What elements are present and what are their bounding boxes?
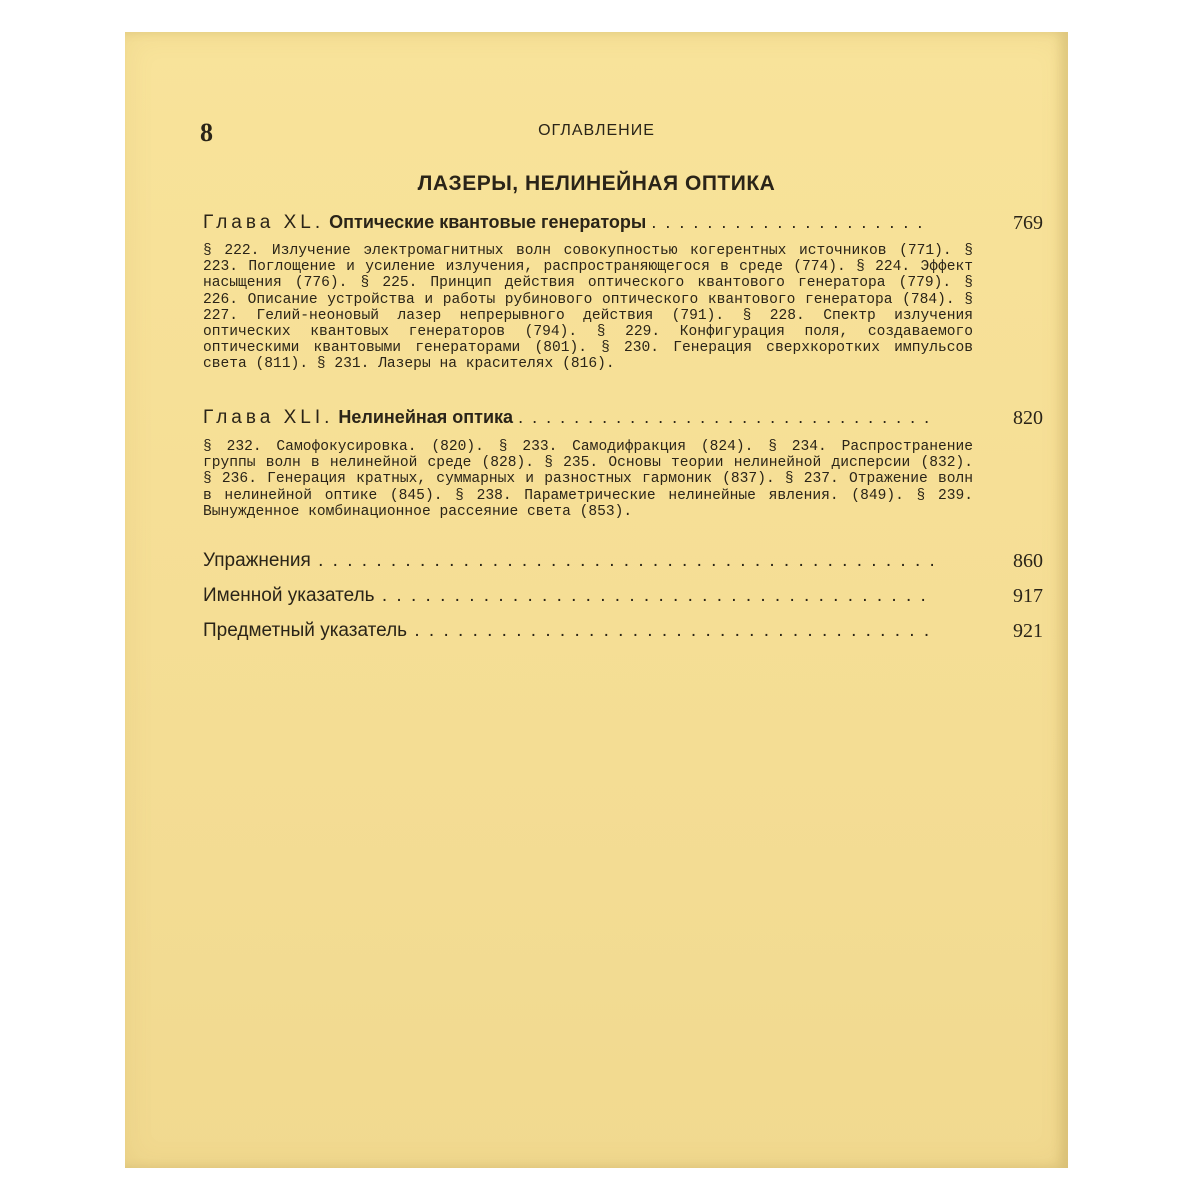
- chapter-40-paragraphs: § 222. Излучение электромагнитных волн совокупностью когерентных источников (771). § 223. Поглощение и усиление излучения, распространяющегося в среде (774). § 224. Эффект насыщения (776). § 225. Принцип действия оптического квантового генератора (779). § 226. Описание устройства и работы рубинового оптического квантового генератора (784). § 227. Гелий-неоновый лазер непрерывного действия (791). § 228. Спектр излучения оптических квантовых генераторов (794). § 229. Конфигурация поля, создаваемого оптическими квантовыми генераторами (801). § 230. Генерация сверхкоротких импульсов света (811). § 231. Лазеры на красителях (816).: [203, 243, 973, 373]
- toc-entry-page: 921: [1013, 620, 1043, 642]
- chapter-page-number: 769: [1013, 212, 1043, 234]
- chapter-prefix: Глава XL.: [203, 212, 325, 233]
- chapter-41-paragraphs: § 232. Самофокусировка. (820). § 233. Самодифракция (824). § 234. Распространение группы волн в нелинейной среде (828). § 235. Основы теории нелинейной дисперсии (832). § 236. Генерация кратных, суммарных и разностных гармоник (837). § 237. Отражение волн в нелинейной оптике (845). § 238. Параметрические нелинейные явления. (849). § 239. Вынужденное комбинационное рассеяние света (853).: [203, 439, 973, 520]
- chapter-page-number: 820: [1013, 407, 1043, 429]
- chapter-prefix: Глава XLI.: [203, 407, 334, 428]
- toc-entry-label: Упражнения . . .: [203, 550, 933, 572]
- toc-entry-exercises: [203, 550, 1043, 576]
- toc-chapter-41-label: [203, 407, 933, 429]
- toc-entry-page: 860: [1013, 550, 1043, 572]
- section-title: ЛАЗЕРЫ, НЕЛИНЕЙНАЯ ОПТИКА: [417, 172, 776, 195]
- toc-chapter-40: [203, 212, 1043, 238]
- toc-entry-label: Предметный указатель . . .: [203, 620, 933, 642]
- chapter-title: Нелинейная оптика: [338, 407, 514, 427]
- toc-chapter-41: [203, 407, 1043, 433]
- toc-entry-subject-index: [203, 620, 1043, 646]
- toc-entry-name-index: [203, 585, 1043, 611]
- toc-chapter-40-label: [203, 212, 933, 234]
- page-number: 8: [200, 118, 213, 147]
- chapter-title: Оптические квантовые генераторы: [329, 212, 647, 232]
- book-page: [125, 32, 1068, 1168]
- toc-entry-label: Именной указатель . . .: [203, 585, 933, 607]
- running-head: ОГЛАВЛЕНИЕ: [538, 122, 655, 139]
- toc-entry-page: 917: [1013, 585, 1043, 607]
